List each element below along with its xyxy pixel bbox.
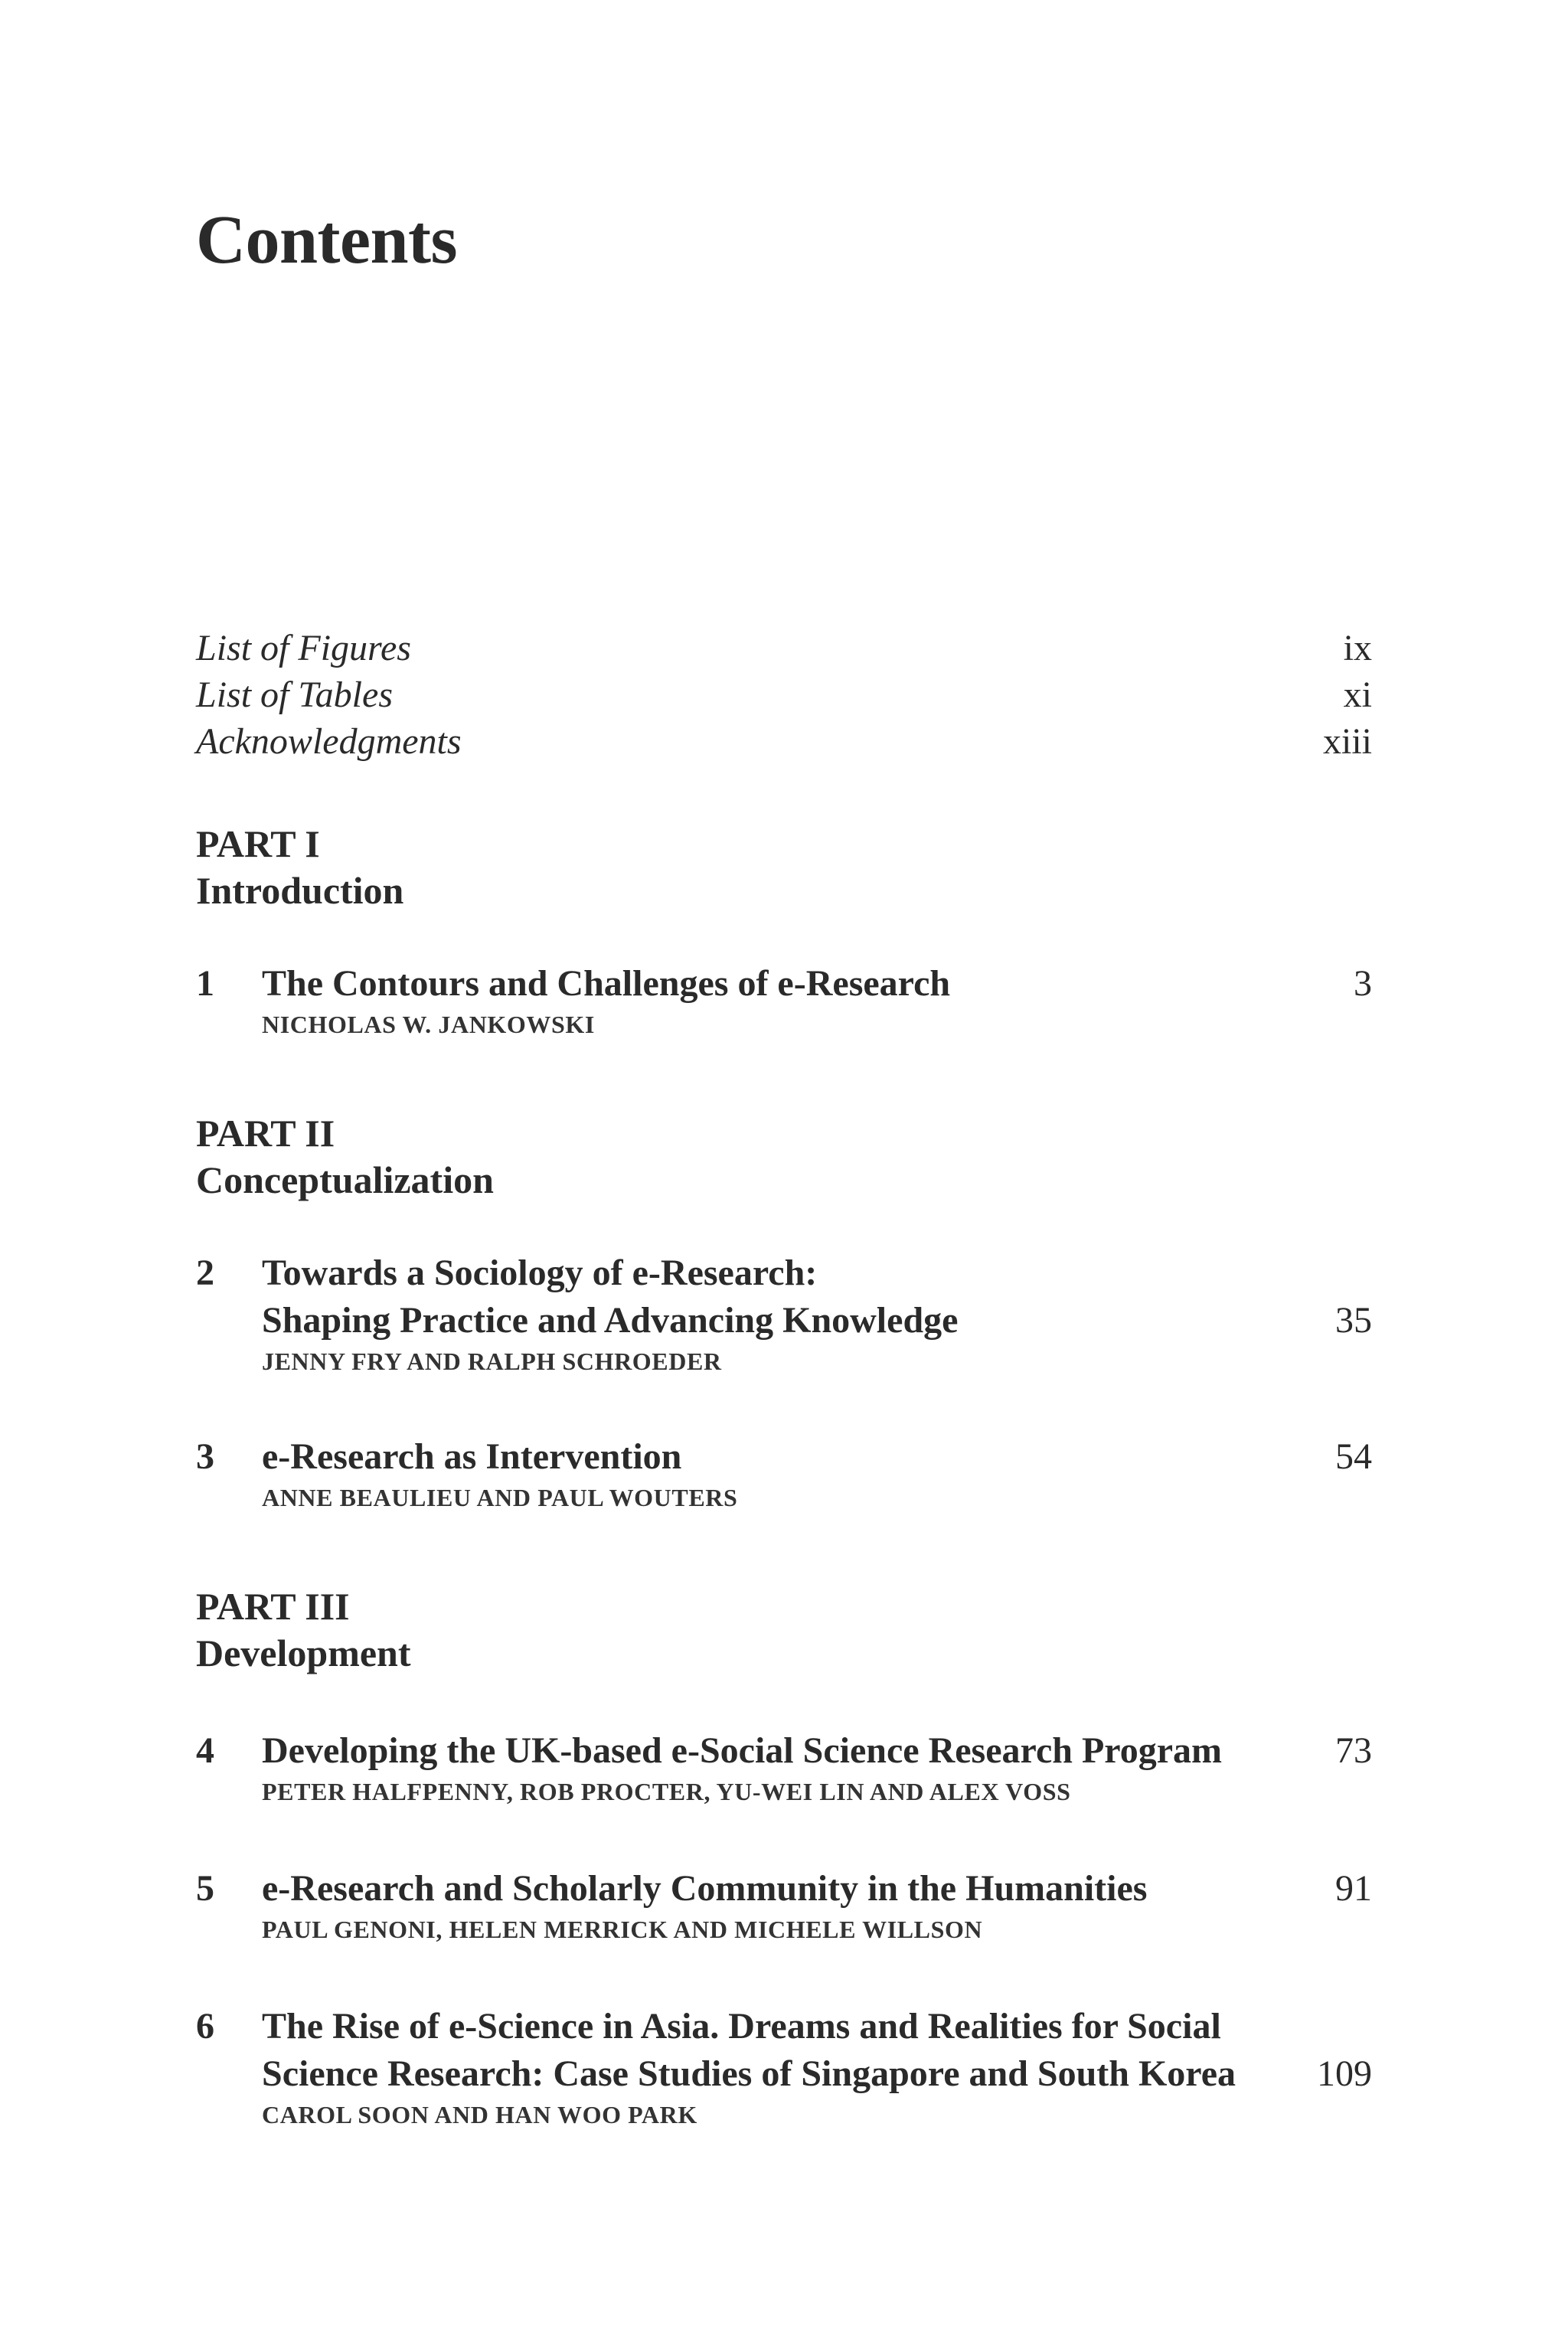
- chapter-entry: [196, 2003, 1372, 2130]
- chapter-authors: PAUL GENONI, HELEN MERRICK AND MICHELE WILLSON: [262, 1916, 983, 1943]
- front-matter-list: [196, 625, 1372, 765]
- front-matter-item: [196, 718, 1372, 765]
- chapter-title: Developing the UK-based e-Social Science Research Program: [262, 1730, 1223, 1771]
- chapter-page: 54: [1335, 1436, 1372, 1477]
- part-label: PART III: [196, 1585, 350, 1628]
- chapter-number: 3: [196, 1436, 214, 1477]
- chapter-number: 2: [196, 1253, 214, 1293]
- part-name: Introduction: [196, 869, 404, 912]
- chapter-title-row: [196, 1250, 1372, 1297]
- chapter-entry: [196, 1250, 1372, 1377]
- chapter-entry: [196, 1727, 1372, 1807]
- part-label: PART I: [196, 822, 320, 865]
- chapter-entry: [196, 1865, 1372, 1945]
- chapter-page: 35: [1335, 1300, 1372, 1341]
- chapter-title: e-Research and Scholarly Community in the Humanities: [262, 1868, 1148, 1909]
- contents-page: [196, 0, 1372, 2352]
- chapter-number: 4: [196, 1730, 214, 1771]
- front-matter-label: Acknowledgments: [196, 721, 462, 762]
- chapter-title: Shaping Practice and Advancing Knowledge: [262, 1300, 959, 1341]
- chapter-title: Towards a Sociology of e-Research:: [262, 1253, 818, 1293]
- chapter-title-row: [196, 2003, 1372, 2050]
- part-heading: [196, 821, 1372, 914]
- part-name: Development: [196, 1632, 411, 1674]
- front-matter-page: ix: [1343, 628, 1372, 668]
- chapter-number: 1: [196, 963, 214, 1004]
- chapter-page: 91: [1335, 1868, 1372, 1909]
- part-name: Conceptualization: [196, 1158, 494, 1201]
- chapter-title-row: [196, 2050, 1372, 2098]
- chapter-page: 3: [1354, 963, 1372, 1004]
- chapter-title-row: [196, 1727, 1372, 1775]
- chapter-authors: JENNY FRY AND RALPH SCHROEDER: [262, 1348, 722, 1375]
- front-matter-page: xi: [1343, 675, 1372, 715]
- chapter-title-row: [196, 1433, 1372, 1481]
- chapter-title: The Rise of e-Science in Asia. Dreams and Realities for Social: [262, 2006, 1221, 2047]
- front-matter-page: xiii: [1322, 721, 1372, 762]
- chapter-entry: [196, 960, 1372, 1040]
- chapter-page: 109: [1317, 2053, 1372, 2094]
- front-matter-item: [196, 671, 1372, 718]
- chapter-authors: PETER HALFPENNY, ROB PROCTER, YU-WEI LIN AND ALEX VOSS: [262, 1778, 1071, 1805]
- part-label: PART II: [196, 1112, 335, 1155]
- front-matter-label: List of Figures: [196, 628, 411, 668]
- chapter-title: Science Research: Case Studies of Singapore and South Korea: [262, 2053, 1236, 2094]
- chapter-entry: [196, 1433, 1372, 1513]
- chapter-authors: CAROL SOON AND HAN WOO PARK: [262, 2101, 697, 2128]
- chapter-authors: NICHOLAS W. JANKOWSKI: [262, 1011, 595, 1038]
- front-matter-item: [196, 625, 1372, 671]
- part-heading: [196, 1583, 1372, 1677]
- page-title: Contents: [196, 202, 458, 278]
- chapter-title-row: [196, 960, 1372, 1008]
- chapter-page: 73: [1335, 1730, 1372, 1771]
- chapter-number: 6: [196, 2006, 214, 2047]
- chapter-title: The Contours and Challenges of e-Research: [262, 963, 951, 1004]
- chapter-authors: ANNE BEAULIEU AND PAUL WOUTERS: [262, 1484, 738, 1511]
- chapter-number: 5: [196, 1868, 214, 1909]
- front-matter-label: List of Tables: [196, 675, 393, 715]
- part-heading: [196, 1110, 1372, 1204]
- chapter-title-row: [196, 1865, 1372, 1913]
- chapter-title: e-Research as Intervention: [262, 1436, 682, 1477]
- chapter-title-row: [196, 1297, 1372, 1344]
